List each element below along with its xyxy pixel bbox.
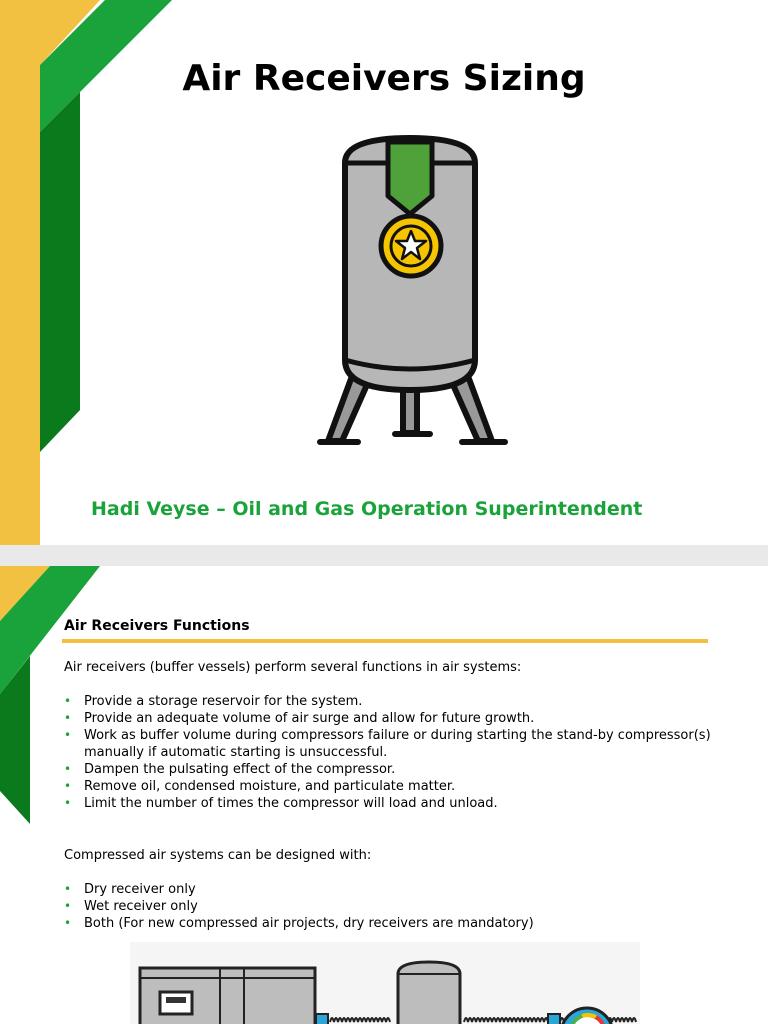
list-item: • Dampen the pulsating effect of the compressor. [64,762,396,777]
bullet: • [64,711,72,725]
compressor-system-diagram [130,942,640,1024]
list-item: • Both (For new compressed air projects, dry receivers are mandatory) [64,916,534,931]
design-intro: Compressed air systems can be designed with: [64,848,372,863]
list-item: • Provide a storage reservoir for the system. [64,694,363,709]
title-underline [62,639,708,643]
bullet: • [64,728,72,742]
design-options-list [64,881,714,932]
functions-list [64,693,714,812]
bullet: • [64,916,72,930]
list-item: • Remove oil, condensed moisture, and particulate matter. [64,779,456,794]
list-item: • Dry receiver only [64,882,196,897]
list-item: • Work as buffer volume during compressors failure or during starting the stand-by compressor(s) manually if automatic starting is unsuccessful. [64,728,711,760]
list-item: • Limit the number of times the compressor will load and unload. [64,796,498,811]
functions-slide [0,566,768,1024]
list-item: • Provide an adequate volume of air surge and allow for future growth. [64,711,535,726]
bullet: • [64,882,72,896]
air-receiver-vessel-icon [300,128,520,448]
bullet: • [64,762,72,776]
author-line: Hadi Veyse – Oil and Gas Operation Superintendent [91,498,643,520]
section-title: Air Receivers Functions [64,618,250,634]
list-item: • Wet receiver only [64,899,198,914]
functions-intro: Air receivers (buffer vessels) perform several functions in air systems: [64,660,522,675]
bullet: • [64,694,72,708]
bullet: • [64,779,72,793]
page-title: Air Receivers Sizing [182,58,586,99]
bullet: • [64,796,72,810]
bullet: • [64,899,72,913]
